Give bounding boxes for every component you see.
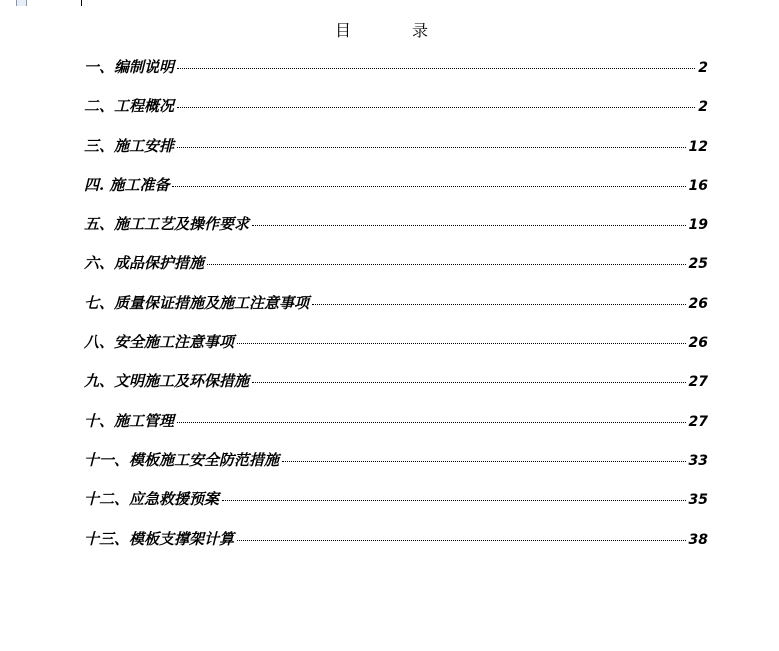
toc-dot-leader (282, 461, 686, 462)
toc-page-number: 35 (688, 492, 708, 509)
toc-dot-leader (172, 186, 685, 187)
document-icon (14, 0, 28, 6)
toc-entry[interactable] (84, 174, 708, 213)
toc-entry-label: 二、工程概况 (84, 97, 175, 116)
toc-entry-label: 三、施工安排 (84, 136, 175, 155)
toc-entry-label: 十、施工管理 (84, 411, 175, 430)
toc-entry-label: 六、成品保护措施 (84, 254, 205, 273)
toc-page-number: 25 (688, 256, 708, 273)
toc-entry[interactable] (84, 410, 708, 449)
toc-page-number: 26 (688, 295, 708, 312)
toc-entry-label: 十一、模板施工安全防范措施 (84, 450, 280, 469)
toc-entry[interactable] (84, 252, 708, 291)
toc-entry[interactable] (84, 370, 708, 409)
table-of-contents (84, 56, 708, 567)
text-cursor (81, 0, 82, 6)
toc-dot-leader (312, 304, 686, 305)
toc-entry[interactable] (84, 135, 708, 174)
toc-dot-leader (252, 382, 686, 383)
toc-entry[interactable] (84, 213, 708, 252)
toc-entry[interactable] (84, 331, 708, 370)
toc-page-number: 16 (688, 177, 708, 194)
toc-entry[interactable] (84, 56, 708, 95)
toc-dot-leader (222, 500, 686, 501)
toc-page-number: 2 (698, 60, 708, 76)
toc-dot-leader (177, 68, 695, 69)
toc-entry-label: 十三、模板支撑架计算 (84, 529, 235, 548)
toc-entry-label: 十二、应急救援预案 (84, 490, 220, 509)
toc-dot-leader (207, 264, 686, 265)
document-sheet-shape (16, 0, 27, 6)
toc-entry[interactable] (84, 528, 708, 567)
toc-entry-label: 五、施工工艺及操作要求 (84, 215, 250, 234)
toc-dot-leader (237, 343, 686, 344)
toc-entry-label: 九、文明施工及环保措施 (84, 372, 250, 391)
toc-page-number: 2 (698, 99, 708, 116)
toc-dot-leader (177, 107, 695, 108)
toc-page-number: 38 (688, 531, 708, 548)
toc-entry[interactable] (84, 449, 708, 488)
toc-page-number: 33 (688, 452, 708, 469)
toc-entry[interactable] (84, 292, 708, 331)
toc-page-number: 19 (688, 217, 708, 234)
toc-dot-leader (177, 147, 686, 148)
toc-dot-leader (252, 225, 686, 226)
toc-page-number: 12 (688, 138, 708, 155)
toc-page-number: 27 (688, 413, 708, 430)
toc-page-number: 26 (688, 335, 708, 352)
toc-dot-leader (237, 540, 686, 541)
toc-entry-label: 八、安全施工注意事项 (84, 333, 235, 352)
toc-entry-label: 一、编制说明 (84, 58, 175, 76)
toc-entry[interactable] (84, 95, 708, 134)
toc-entry[interactable] (84, 488, 708, 527)
toc-dot-leader (177, 422, 686, 423)
toc-page-number: 27 (688, 374, 708, 391)
toc-entry-label: 四. 施工准备 (84, 175, 170, 194)
toc-entry-label: 七、质量保证措施及施工注意事项 (84, 293, 310, 312)
page-title: 目 录 (334, 21, 457, 40)
